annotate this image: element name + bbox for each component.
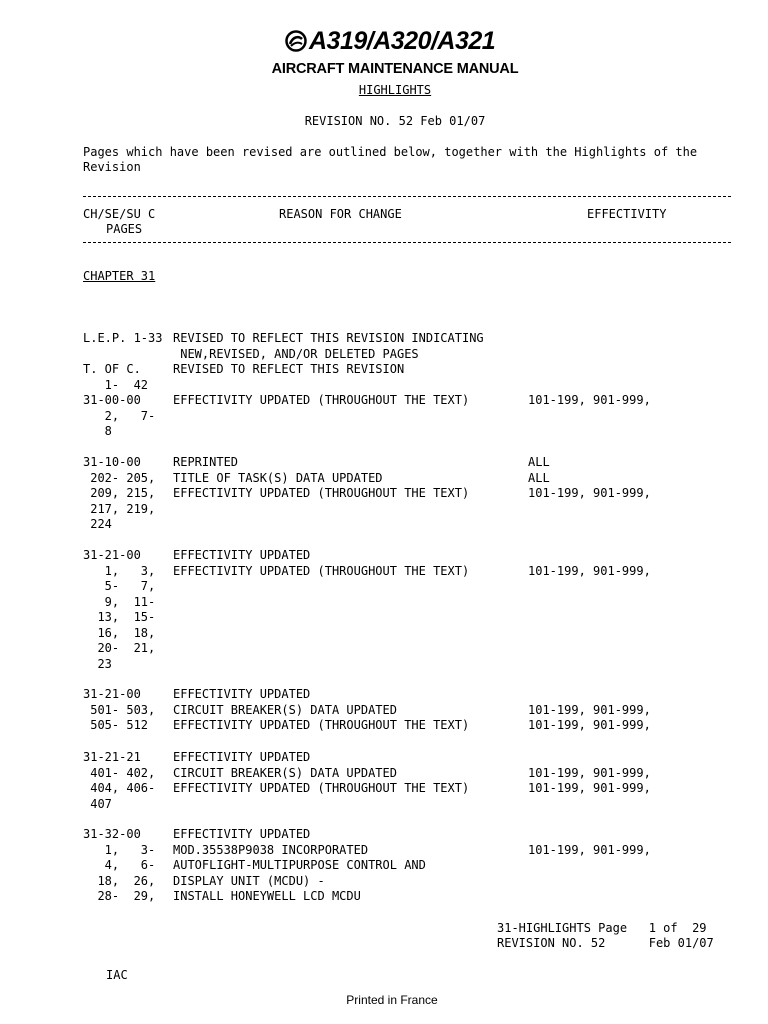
section-title: HIGHLIGHTS (358, 83, 432, 97)
airbus-logo (285, 26, 495, 56)
entry-reason: NEW,REVISED, AND/OR DELETED PAGES (173, 346, 419, 361)
airbus-swirl-icon (285, 30, 307, 52)
col-header-chsesu: CH/SE/SU C (83, 207, 156, 221)
entry-reason: CIRCUIT BREAKER(S) DATA UPDATED (173, 702, 397, 717)
entry-reason: REVISED TO REFLECT THIS REVISION (173, 362, 405, 376)
revision-heading: REVISION NO. 52 Feb 01/07 (304, 114, 486, 128)
entry-effectivity: ALL (528, 455, 550, 469)
entry-pages: 31-32-00 (83, 827, 141, 841)
entry-reason: EFFECTIVITY UPDATED (173, 548, 311, 562)
entry-effectivity: 101-199, 901-999, (528, 765, 651, 780)
entry-pages: 404, 406- (83, 781, 156, 795)
entry-pages: 217, 219, (83, 501, 156, 516)
entry-pages: 23 (83, 656, 112, 671)
entry-pages: 8 (83, 424, 112, 438)
entry-reason: MOD.35538P9038 INCORPORATED (173, 842, 369, 857)
entry-effectivity: 101-199, 901-999, (528, 393, 651, 407)
divider-top (83, 192, 731, 202)
aircraft-model-title: A319/A320/A321 (309, 26, 496, 55)
entry-pages: 31-21-00 (83, 687, 141, 701)
entry-pages: 209, 215, (83, 486, 156, 500)
col-header-pages: PAGES (106, 222, 143, 236)
entry-reason: EFFECTIVITY UPDATED (THROUGHOUT THE TEXT) (173, 486, 470, 500)
entry-pages: 13, 15- (83, 610, 156, 624)
entry-effectivity: 101-199, 901-999, (528, 718, 651, 732)
intro-line-1: Pages which have been revised are outlined below, together with the Highlights of the (83, 145, 698, 159)
entry-effectivity: 101-199, 901-999, (528, 563, 651, 578)
entry-pages: 505- 512 (83, 718, 149, 732)
entry-reason: TITLE OF TASK(S) DATA UPDATED (173, 470, 383, 485)
entry-pages: 16, 18, (83, 625, 156, 640)
footer-code: IAC (106, 968, 128, 982)
entry-reason: REPRINTED (173, 455, 239, 469)
footer-printed: Printed in France (346, 993, 438, 1007)
entry-reason: REVISED TO REFLECT THIS REVISION INDICATING (173, 331, 484, 345)
entry-effectivity: 101-199, 901-999, (528, 702, 651, 717)
entry-effectivity: 101-199, 901-999, (528, 486, 651, 500)
entry-pages: 31-21-21 (83, 750, 141, 764)
entry-pages: 1, 3- (83, 842, 156, 857)
entry-pages: 407 (83, 796, 112, 811)
entry-reason: EFFECTIVITY UPDATED (THROUGHOUT THE TEXT) (173, 781, 470, 795)
chapter-heading: CHAPTER 31 (83, 269, 156, 283)
entry-pages: 31-21-00 (83, 548, 141, 562)
entry-reason: EFFECTIVITY UPDATED (THROUGHOUT THE TEXT) (173, 718, 470, 732)
entry-reason: INSTALL HONEYWELL LCD MCDU (173, 889, 361, 903)
entry-reason: EFFECTIVITY UPDATED (173, 687, 311, 701)
entry-pages: 5- 7, (83, 579, 156, 593)
entry-pages: L.E.P. 1-33 (83, 331, 163, 345)
entry-pages: 31-10-00 (83, 455, 141, 469)
entry-pages: 20- 21, (83, 641, 156, 655)
entry-reason: EFFECTIVITY UPDATED (173, 827, 311, 841)
entry-effectivity: 101-199, 901-999, (528, 842, 651, 857)
manual-title: AIRCRAFT MAINTENANCE MANUAL (271, 61, 519, 77)
entry-pages: 4, 6- (83, 858, 156, 872)
entry-pages: 1- 42 (83, 377, 149, 392)
entry-pages: 18, 26, (83, 873, 156, 888)
intro-line-2: Revision (83, 160, 141, 174)
footer-revision: REVISION NO. 52 Feb 01/07 (497, 936, 714, 950)
entry-pages: 224 (83, 517, 112, 531)
entry-pages: 31-00-00 (83, 393, 141, 407)
entry-reason: AUTOFLIGHT-MULTIPURPOSE CONTROL AND (173, 858, 426, 872)
entry-pages: 28- 29, (83, 889, 156, 903)
entry-pages: 401- 402, (83, 765, 156, 780)
entry-reason: CIRCUIT BREAKER(S) DATA UPDATED (173, 765, 397, 780)
entry-effectivity: ALL (528, 470, 550, 485)
col-header-reason: REASON FOR CHANGE (279, 207, 402, 221)
entry-reason: DISPLAY UNIT (MCDU) - (173, 873, 325, 888)
entry-pages: 202- 205, (83, 470, 156, 485)
entry-pages: 2, 7- (83, 408, 156, 423)
entry-pages: T. OF C. (83, 362, 141, 376)
col-header-effectivity: EFFECTIVITY (587, 207, 667, 221)
divider-bottom (83, 238, 731, 248)
entry-pages: 9, 11- (83, 594, 156, 609)
entry-pages: 1, 3, (83, 563, 156, 578)
entry-effectivity: 101-199, 901-999, (528, 781, 651, 795)
entry-reason: EFFECTIVITY UPDATED (THROUGHOUT THE TEXT) (173, 563, 470, 578)
footer-page-number: 31-HIGHLIGHTS Page 1 of 29 (497, 921, 707, 935)
entry-reason: EFFECTIVITY UPDATED (173, 750, 311, 764)
entry-reason: EFFECTIVITY UPDATED (THROUGHOUT THE TEXT) (173, 393, 470, 407)
entry-pages: 501- 503, (83, 702, 156, 717)
